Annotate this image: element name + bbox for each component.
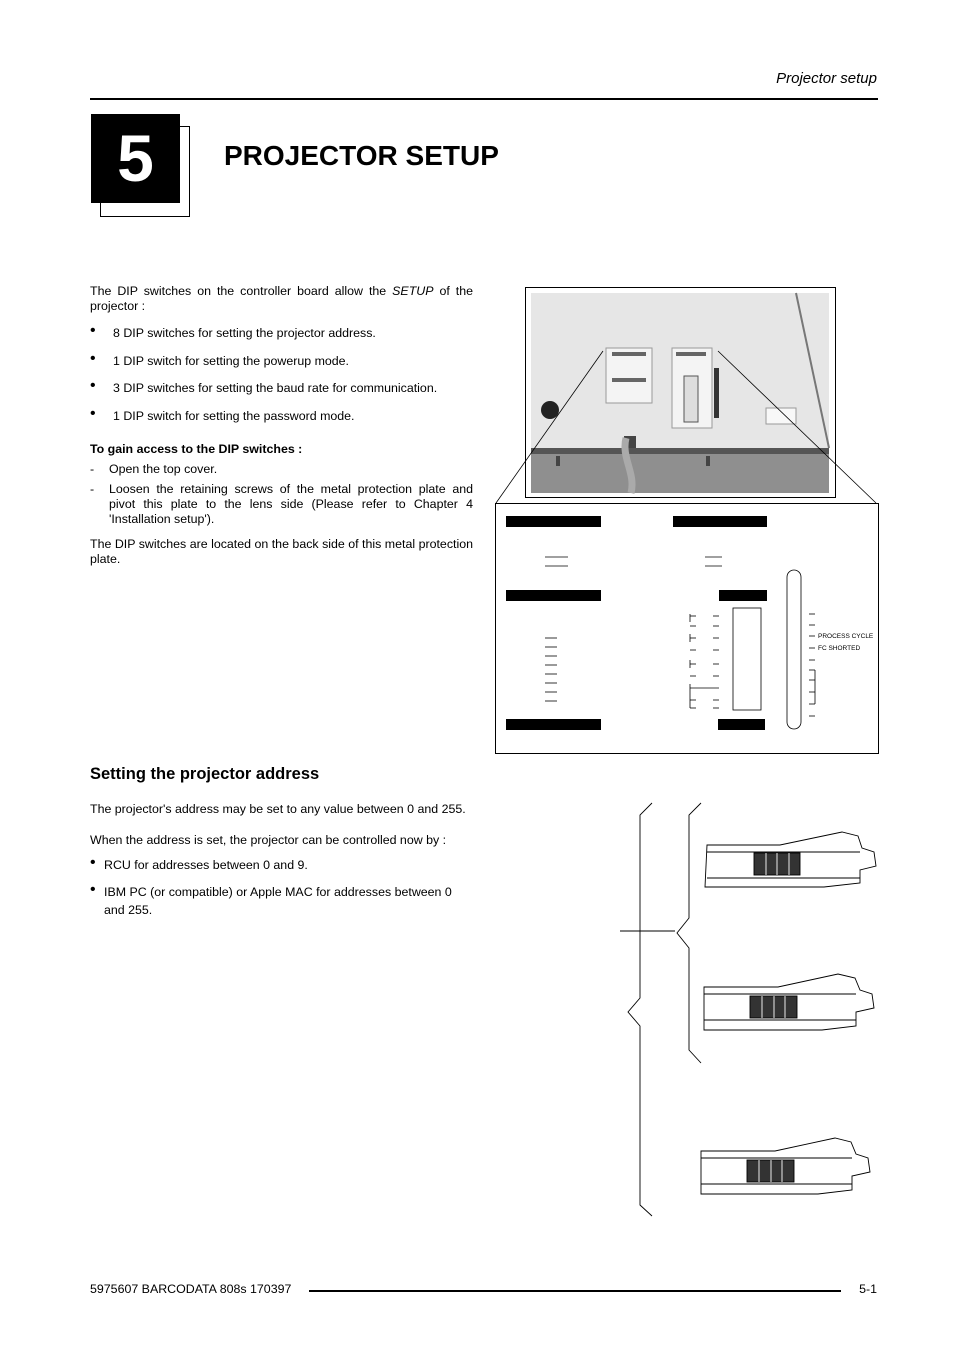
intro-text-setup: SETUP: [392, 284, 434, 298]
dash-marker: -: [90, 462, 95, 476]
address-paragraph-2: When the address is set, the projector can be controlled now by :: [90, 833, 447, 847]
intro-text-after: of the projector :: [90, 284, 473, 313]
photo-illustration: [526, 288, 835, 497]
bullet-icon: •: [90, 881, 96, 898]
section-heading: Setting the projector address: [90, 765, 320, 783]
label-fc-shorted: FC SHORTED: [818, 645, 861, 652]
dip-switch-diagram: [495, 503, 879, 754]
list-item: [90, 462, 473, 477]
bullet-icon: •: [90, 377, 96, 394]
running-title: Projector setup: [776, 70, 877, 87]
bullet-icon: •: [90, 322, 96, 339]
chapter-number: 5: [91, 114, 180, 203]
controller-board-photo: [525, 287, 836, 498]
list-item-text: Loosen the retaining screws of the metal protection plate and pivot this plate to the lens side (Please refer to Chapter 4 'Installation setup').: [109, 482, 473, 526]
list-item-text: 1 DIP switch for setting the powerup mode.: [113, 354, 350, 368]
footer-rule: [309, 1290, 841, 1292]
list-item-text: Open the top cover.: [109, 462, 218, 476]
page-number: 5-1: [859, 1282, 877, 1296]
intro-paragraph: [90, 284, 473, 314]
list-item-text: 1 DIP switch for setting the password mode.: [113, 409, 355, 423]
chapter-title: PROJECTOR SETUP: [224, 140, 499, 171]
list-item: [90, 482, 473, 527]
footer-document-id: 5975607 BARCODATA 808s 170397: [90, 1282, 292, 1296]
bullet-icon: •: [90, 350, 96, 367]
list-item-text: RCU for addresses between 0 and 9.: [104, 858, 308, 872]
dash-marker: -: [90, 482, 95, 496]
address-paragraph-1: The projector's address may be set to any value between 0 and 255.: [90, 802, 466, 816]
bullet-icon: •: [90, 405, 96, 422]
label-process-cycle: PROCESS CYCLE: [818, 633, 874, 640]
list-item-text: IBM PC (or compatible) or Apple MAC for addresses between 0 and 255.: [104, 885, 452, 917]
header-rule: [90, 98, 878, 100]
bullet-icon: •: [90, 854, 96, 871]
access-heading: To gain access to the DIP switches :: [90, 442, 303, 456]
list-item-text: 8 DIP switches for setting the projector address.: [113, 326, 376, 340]
list-item-text: 3 DIP switches for setting the baud rate for communication.: [113, 381, 438, 395]
dip-switch-schematic: [496, 504, 878, 753]
access-note: The DIP switches are located on the back side of this metal protection plate.: [90, 537, 473, 566]
intro-text-before: The DIP switches on the controller board allow the: [90, 284, 393, 298]
